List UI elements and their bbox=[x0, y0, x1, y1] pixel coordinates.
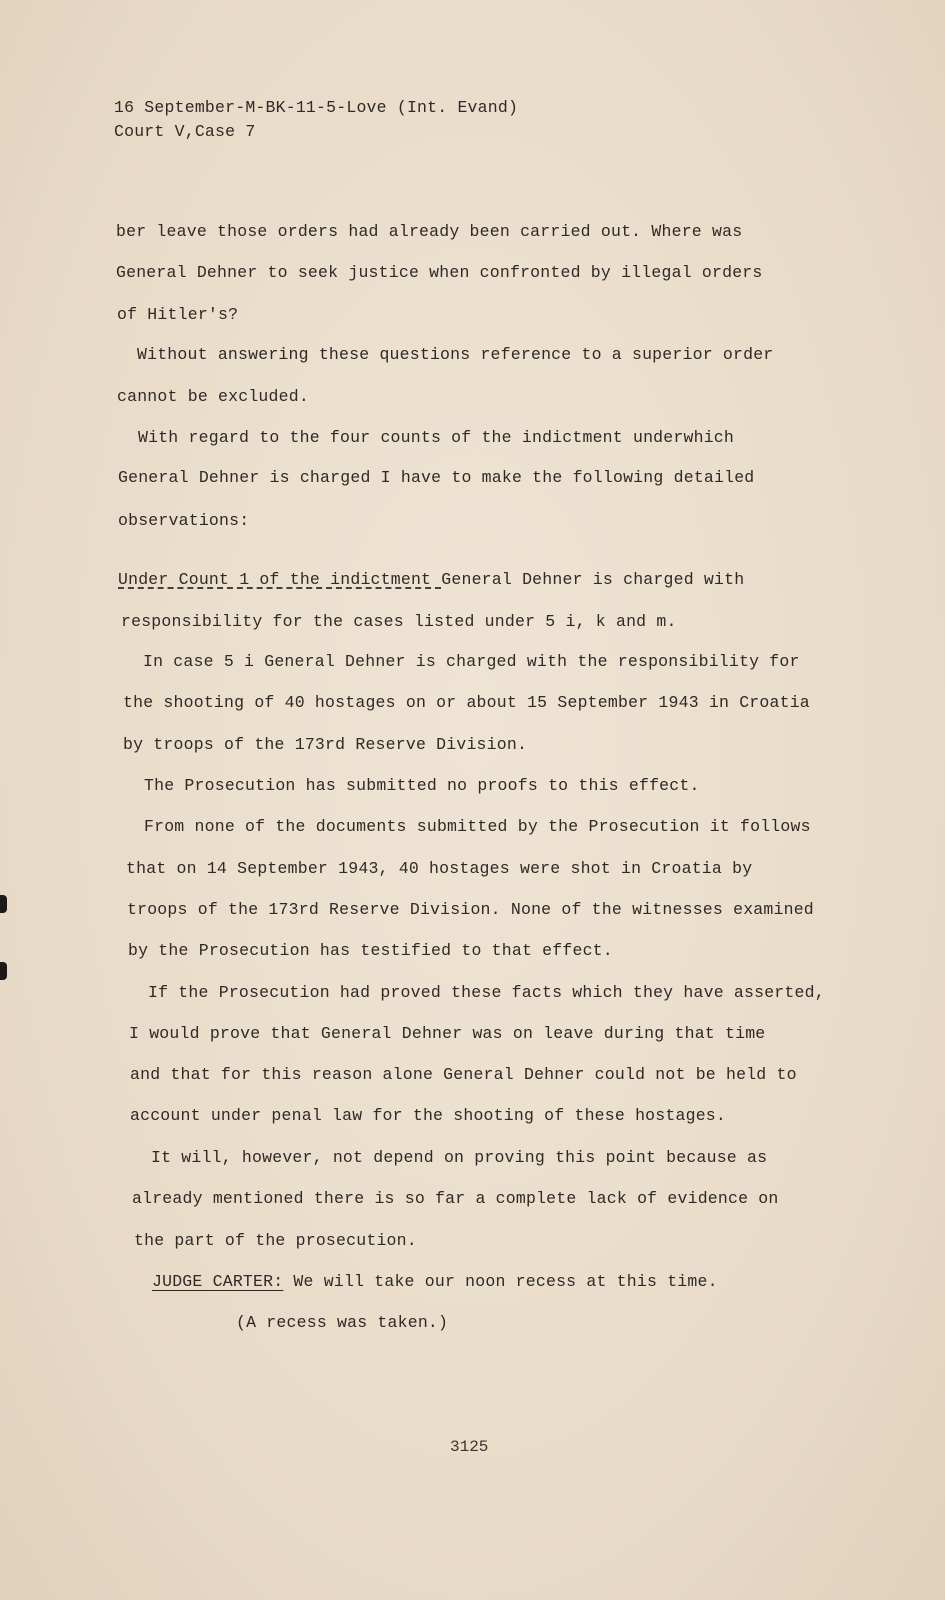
page-number: 3125 bbox=[450, 1438, 489, 1456]
text-line: ber leave those orders had already been carried out. Where was bbox=[116, 222, 743, 241]
speaker-line bbox=[152, 1272, 718, 1292]
text-line: the part of the prosecution. bbox=[134, 1231, 417, 1250]
text-line: cannot be excluded. bbox=[117, 387, 309, 406]
text-line: Without answering these questions reference to a superior order bbox=[137, 345, 774, 364]
recess-note: (A recess was taken.) bbox=[236, 1313, 449, 1332]
text-line: by the Prosecution has testified to that effect. bbox=[128, 941, 613, 960]
text-line: that on 14 September 1943, 40 hostages were shot in Croatia by bbox=[126, 859, 753, 878]
text-line: In case 5 i General Dehner is charged with the responsibility for bbox=[143, 652, 800, 671]
text-line: From none of the documents submitted by the Prosecution it follows bbox=[144, 817, 811, 836]
header-line-1: 16 September-M-BK-11-5-Love (Int. Evand) bbox=[114, 98, 519, 117]
text-line: The Prosecution has submitted no proofs to this effect. bbox=[144, 776, 700, 795]
text-line: account under penal law for the shooting of these hostages. bbox=[130, 1106, 726, 1125]
count-heading-line bbox=[118, 570, 744, 590]
text-line: General Dehner is charged I have to make the following detailed bbox=[118, 468, 755, 487]
text-line: observations: bbox=[118, 511, 250, 530]
text-line: If the Prosecution had proved these facts which they have asserted, bbox=[148, 983, 825, 1002]
text-line: With regard to the four counts of the indictment underwhich bbox=[138, 428, 734, 447]
speaker-label: JUDGE CARTER: bbox=[152, 1272, 284, 1291]
text-line: of Hitler's? bbox=[117, 305, 239, 324]
punch-hole-mark bbox=[0, 962, 7, 980]
text-line: I would prove that General Dehner was on leave during that time bbox=[129, 1024, 766, 1043]
speaker-text: We will take our noon recess at this time. bbox=[283, 1272, 718, 1291]
text-line: troops of the 173rd Reserve Division. None of the witnesses examined bbox=[127, 900, 814, 919]
text-line: and that for this reason alone General Dehner could not be held to bbox=[130, 1065, 797, 1084]
punch-hole-mark bbox=[0, 895, 7, 913]
text-line: by troops of the 173rd Reserve Division. bbox=[123, 735, 528, 754]
text-line: responsibility for the cases listed under 5 i, k and m. bbox=[121, 612, 677, 631]
count-heading-underlined: Under Count 1 of the indictment bbox=[118, 570, 442, 589]
text-line: already mentioned there is so far a complete lack of evidence on bbox=[132, 1189, 779, 1208]
text-line: It will, however, not depend on proving this point because as bbox=[151, 1148, 768, 1167]
count-heading-rest: General Dehner is charged with bbox=[441, 570, 745, 589]
text-line: General Dehner to seek justice when confronted by illegal orders bbox=[116, 263, 763, 282]
header-line-2: Court V,Case 7 bbox=[114, 122, 256, 141]
text-line: the shooting of 40 hostages on or about 15 September 1943 in Croatia bbox=[123, 693, 810, 712]
